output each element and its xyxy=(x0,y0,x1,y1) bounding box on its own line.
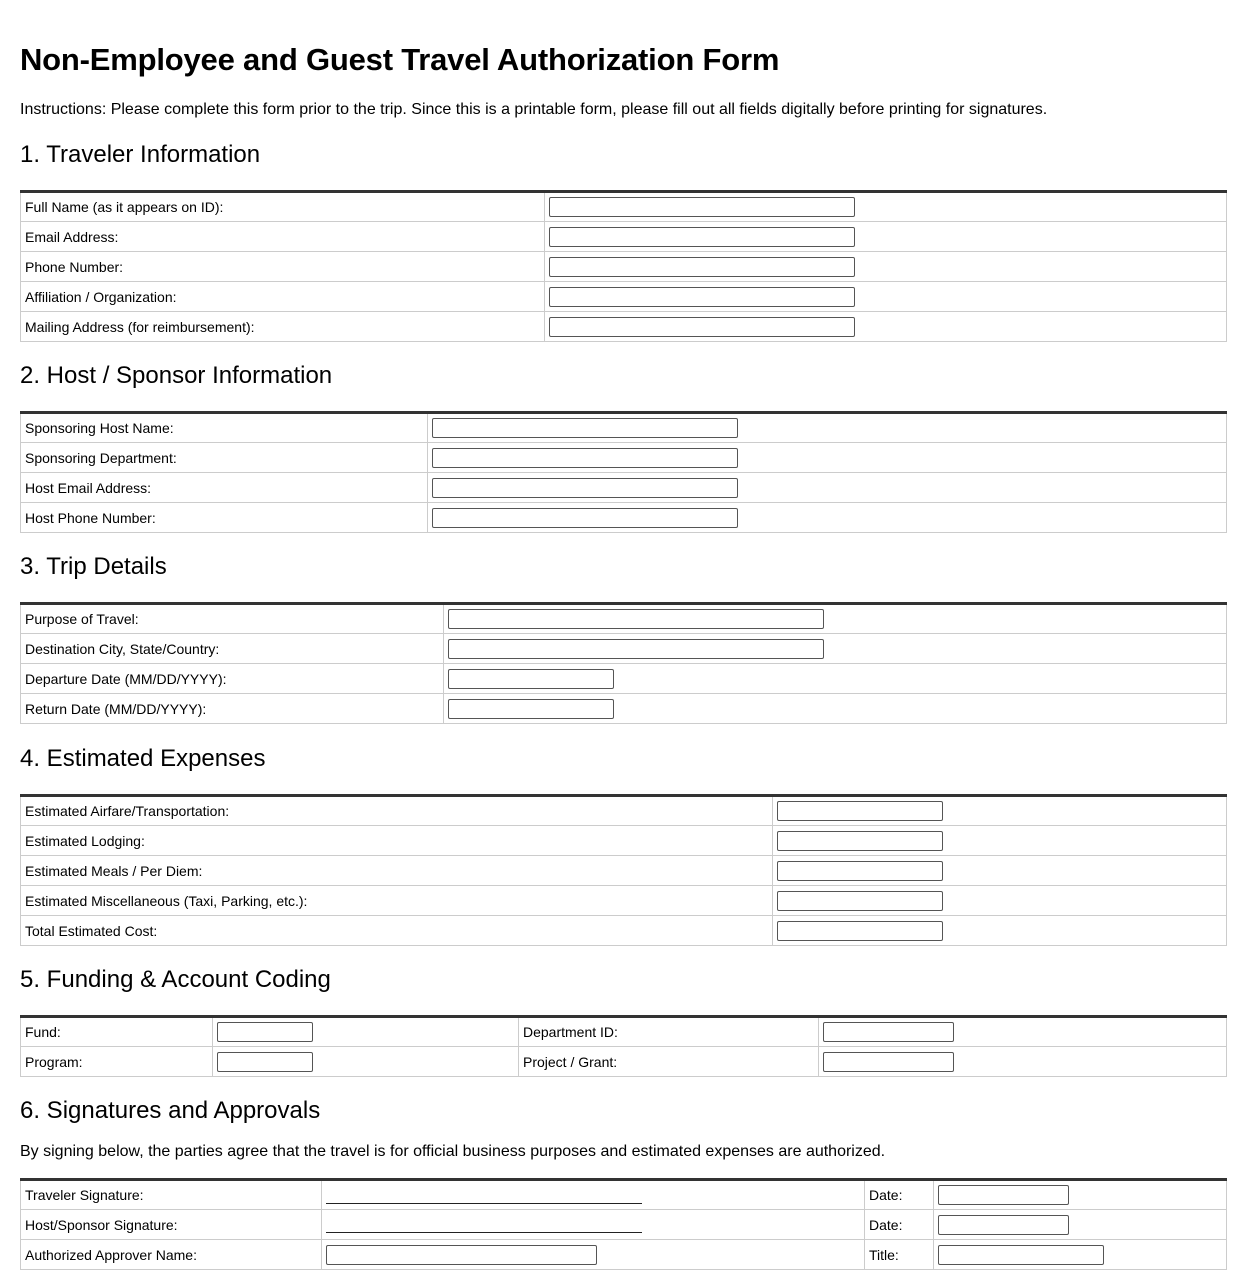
field-label: Traveler Signature: xyxy=(21,1180,322,1210)
total-cost-input[interactable] xyxy=(777,921,943,941)
field-label: Sponsoring Department: xyxy=(21,443,428,473)
table-row xyxy=(21,1210,1227,1240)
department-id-input[interactable] xyxy=(823,1022,954,1042)
table-row xyxy=(21,1017,1227,1047)
miscellaneous-input[interactable] xyxy=(777,891,943,911)
table-row xyxy=(21,222,1227,252)
host-phone-input[interactable] xyxy=(432,508,738,528)
phone-input[interactable] xyxy=(549,257,855,277)
host-department-input[interactable] xyxy=(432,448,738,468)
expenses-table xyxy=(20,794,1227,946)
table-row xyxy=(21,634,1227,664)
mailing-address-input[interactable] xyxy=(549,317,855,337)
section-heading-expenses: 4. Estimated Expenses xyxy=(20,745,266,772)
signatures-table xyxy=(20,1178,1227,1270)
section-heading-funding: 5. Funding & Account Coding xyxy=(20,966,331,993)
section-heading-signatures: 6. Signatures and Approvals xyxy=(20,1097,321,1124)
approver-name-input[interactable] xyxy=(326,1245,597,1265)
host-email-input[interactable] xyxy=(432,478,738,498)
return-date-input[interactable] xyxy=(448,699,614,719)
project-grant-input[interactable] xyxy=(823,1052,954,1072)
full-name-input[interactable] xyxy=(549,197,855,217)
field-label: Estimated Airfare/Transportation: xyxy=(21,796,773,826)
table-row xyxy=(21,604,1227,634)
traveler-date-input[interactable] xyxy=(938,1185,1069,1205)
funding-table xyxy=(20,1015,1227,1077)
table-row xyxy=(21,694,1227,724)
field-label: Host Email Address: xyxy=(21,473,428,503)
approver-title-input[interactable] xyxy=(938,1245,1104,1265)
table-row xyxy=(21,282,1227,312)
trip-details-table xyxy=(20,602,1227,724)
table-row xyxy=(21,503,1227,533)
field-label: Project / Grant: xyxy=(519,1047,819,1077)
table-row xyxy=(21,664,1227,694)
host-name-input[interactable] xyxy=(432,418,738,438)
section-heading-traveler: 1. Traveler Information xyxy=(20,141,261,168)
table-row xyxy=(21,1047,1227,1077)
signatures-note: By signing below, the parties agree that the travel is for official business purposes and estimated expenses are authorized. xyxy=(20,1143,886,1160)
field-label: Title: xyxy=(865,1240,934,1270)
host-info-table xyxy=(20,411,1227,533)
field-label: Host Phone Number: xyxy=(21,503,428,533)
table-row xyxy=(21,886,1227,916)
email-input[interactable] xyxy=(549,227,855,247)
program-input[interactable] xyxy=(217,1052,313,1072)
field-label: Department ID: xyxy=(519,1017,819,1047)
field-label: Phone Number: xyxy=(21,252,545,282)
table-row xyxy=(21,856,1227,886)
table-row xyxy=(21,826,1227,856)
airfare-input[interactable] xyxy=(777,801,943,821)
field-label: Estimated Lodging: xyxy=(21,826,773,856)
field-label: Affiliation / Organization: xyxy=(21,282,545,312)
fund-input[interactable] xyxy=(217,1022,313,1042)
departure-date-input[interactable] xyxy=(448,669,614,689)
host-date-input[interactable] xyxy=(938,1215,1069,1235)
field-label: Estimated Meals / Per Diem: xyxy=(21,856,773,886)
table-row xyxy=(21,1240,1227,1270)
field-label: Authorized Approver Name: xyxy=(21,1240,322,1270)
field-label: Date: xyxy=(865,1210,934,1240)
traveler-signature-line[interactable] xyxy=(326,1187,642,1204)
traveler-info-table xyxy=(20,190,1227,342)
field-label: Estimated Miscellaneous (Taxi, Parking, etc.): xyxy=(21,886,773,916)
field-label: Fund: xyxy=(21,1017,213,1047)
table-row xyxy=(21,413,1227,443)
instructions-text: Instructions: Please complete this form prior to the trip. Since this is a printable form, please fill out all fields digitally before printing for signatures. xyxy=(20,101,1048,118)
field-label: Full Name (as it appears on ID): xyxy=(21,192,545,222)
field-label: Email Address: xyxy=(21,222,545,252)
table-row xyxy=(21,312,1227,342)
field-label: Date: xyxy=(865,1180,934,1210)
field-label: Program: xyxy=(21,1047,213,1077)
destination-input[interactable] xyxy=(448,639,824,659)
purpose-input[interactable] xyxy=(448,609,824,629)
field-label: Destination City, State/Country: xyxy=(21,634,444,664)
section-heading-trip: 3. Trip Details xyxy=(20,553,167,580)
table-row xyxy=(21,252,1227,282)
field-label: Total Estimated Cost: xyxy=(21,916,773,946)
field-label: Departure Date (MM/DD/YYYY): xyxy=(21,664,444,694)
table-row xyxy=(21,473,1227,503)
table-row xyxy=(21,916,1227,946)
field-label: Purpose of Travel: xyxy=(21,604,444,634)
field-label: Host/Sponsor Signature: xyxy=(21,1210,322,1240)
page-title: Non-Employee and Guest Travel Authorization Form xyxy=(20,42,780,77)
section-heading-host: 2. Host / Sponsor Information xyxy=(20,362,333,389)
lodging-input[interactable] xyxy=(777,831,943,851)
table-row xyxy=(21,192,1227,222)
table-row xyxy=(21,1180,1227,1210)
field-label: Mailing Address (for reimbursement): xyxy=(21,312,545,342)
affiliation-input[interactable] xyxy=(549,287,855,307)
table-row xyxy=(21,443,1227,473)
field-label: Sponsoring Host Name: xyxy=(21,413,428,443)
host-signature-line[interactable] xyxy=(326,1216,642,1233)
field-label: Return Date (MM/DD/YYYY): xyxy=(21,694,444,724)
table-row xyxy=(21,796,1227,826)
meals-input[interactable] xyxy=(777,861,943,881)
